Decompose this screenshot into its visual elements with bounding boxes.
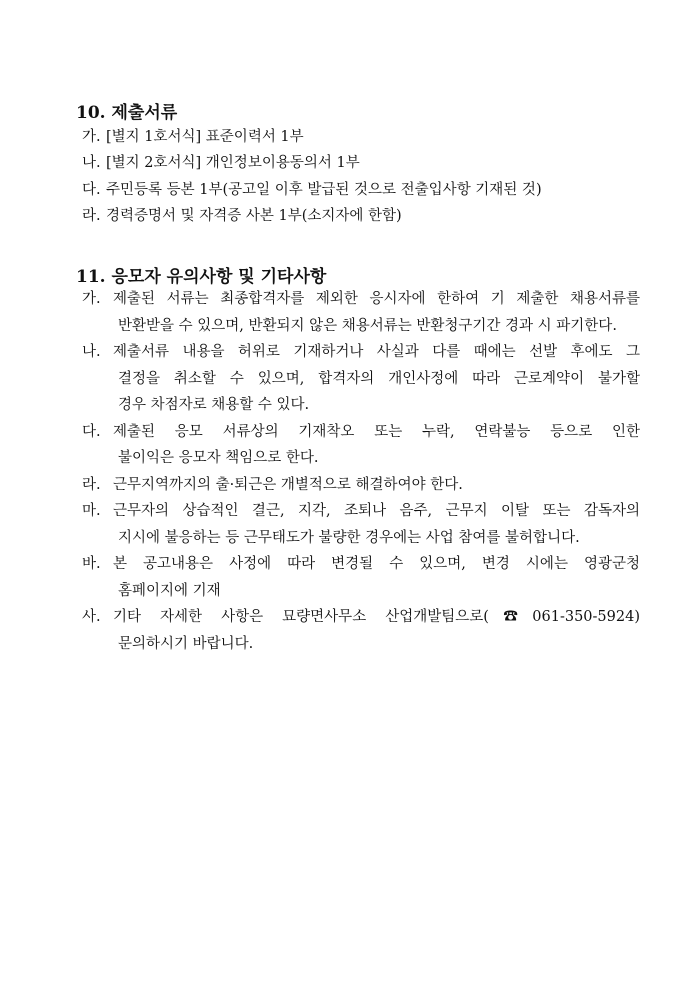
list-item-text: 문의하시기 바랍니다. [118,636,254,652]
list-item-marker: 사. [82,609,101,625]
list-item-marker: 가. [82,129,101,145]
list-item-text: 제출된 응모 서류상의 기재착오 또는 누락, 연락불능 등으로 인한 [113,424,640,440]
list-item-marker: 다. [82,182,101,198]
list-item-marker: 가. [82,291,101,307]
section-heading: 10. 제출서류 [76,103,178,123]
list-item-marker: 바. [82,556,101,572]
section-heading: 11. 응모자 유의사항 및 기타사항 [76,267,327,287]
list-item-text: 근무자의 상습적인 결근, 지각, 조퇴나 음주, 근무지 이탈 또는 감독자의 [113,503,640,519]
list-item-text: 제출된 서류는 최종합격자를 제외한 응시자에 한하여 기 제출한 채용서류를 [113,291,640,307]
list-item-text: 결정을 취소할 수 있으며, 합격자의 개인사정에 따라 근로계약이 불가할 [118,371,640,387]
list-item-marker: 라. [82,208,101,224]
list-item-marker: 라. [82,477,101,493]
list-item-text: 홈페이지에 기재 [118,583,221,599]
list-item-text: 지시에 불응하는 등 근무태도가 불량한 경우에는 사업 참여를 불허합니다. [118,530,580,546]
list-item-text: 반환받을 수 있으며, 반환되지 않은 채용서류는 반환청구기간 경과 시 파기한다. [118,318,617,334]
list-item-marker: 다. [82,424,101,440]
list-item-marker: 나. [82,155,101,171]
list-item-text: 본 공고내용은 사정에 따라 변경될 수 있으며, 변경 시에는 영광군청 [113,556,640,572]
list-item-text: 제출서류 내용을 허위로 기재하거나 사실과 다를 때에는 선발 후에도 그 [113,344,640,360]
list-item-text: 주민등록 등본 1부(공고일 이후 발급된 것으로 전출입사항 기재된 것) [106,182,542,198]
list-item-text: 경우 차점자로 채용할 수 있다. [118,397,310,413]
list-item-text: [별지 2호서식] 개인정보이용동의서 1부 [106,155,360,171]
list-item-text: 경력증명서 및 자격증 사본 1부(소지자에 한함) [106,208,402,224]
list-item-marker: 마. [82,503,101,519]
list-item-text: 불이익은 응모자 책임으로 한다. [118,450,319,466]
list-item-text: 기타 자세한 사항은 묘량면사무소 산업개발팀으로(☎061-350-5924) [113,609,640,625]
list-item-text: [별지 1호서식] 표준이력서 1부 [106,129,304,145]
list-item-marker: 나. [82,344,101,360]
list-item-text: 근무지역까지의 출·퇴근은 개별적으로 해결하여야 한다. [113,477,463,493]
